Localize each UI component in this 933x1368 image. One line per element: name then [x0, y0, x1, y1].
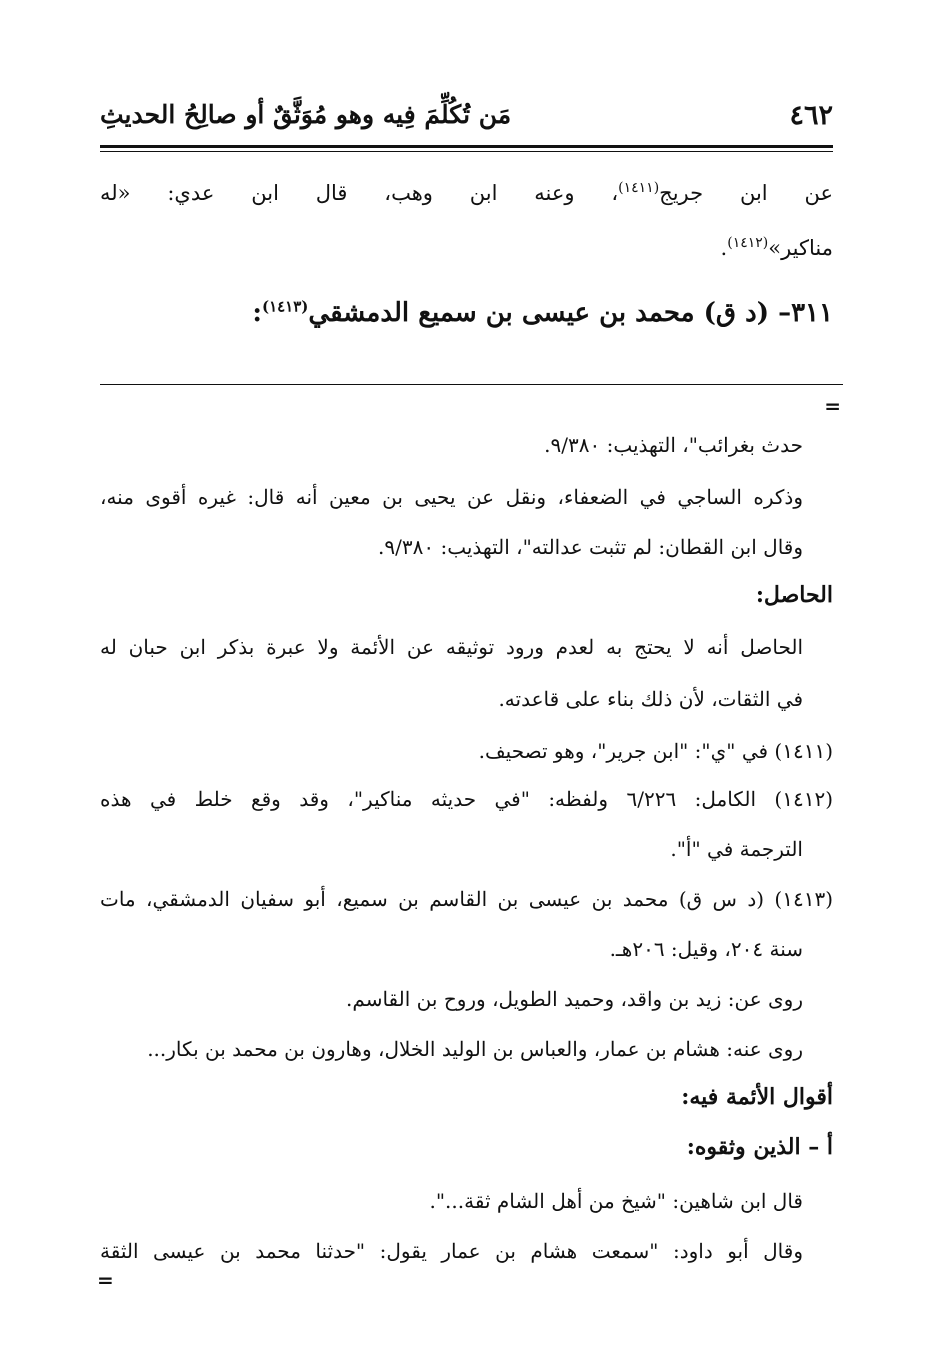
entry-title-text: ٣١١– (د ق) محمد بن عيسى بن سميع الدمشقي — [308, 298, 833, 328]
entry-title-end: : — [252, 298, 262, 328]
footnote-ref-1413[interactable]: (١٤١٣) — [261, 297, 309, 316]
text-segment: ، وعنه ابن وهب، قال ابن عدي: «له — [100, 181, 619, 205]
footnote-ref-1412[interactable]: (١٤١٢) — [727, 235, 769, 251]
footnote-continuation-line: حدث بغرائب"، التهذيب: ٩/٣٨٠. — [544, 433, 803, 457]
wathaqahu-heading: أ – الذين وثقوه: — [686, 1134, 833, 1160]
body-line-1 — [100, 175, 833, 211]
footnote-continuation-line: وقال ابن القطان: لم تثبت عدالته"، التهذيب: ٩/٣٨٠. — [378, 535, 803, 559]
header-rule-thin — [100, 151, 833, 152]
page-number: ٤٦٢ — [789, 100, 833, 131]
footnote-1413: (١٤١٣) (د س ق) محمد بن عيسى بن القاسم بن سميع، أبو سفيان الدمشقي، مات — [100, 887, 833, 911]
footnote-continuation-line: وذكره الساجي في الضعفاء، ونقل عن يحيى بن معين أنه قال: غيره أقوى منه، — [100, 485, 803, 509]
continuation-mark: = — [824, 394, 841, 418]
text-segment: عن ابن جريج — [659, 181, 833, 205]
text-segment: مناكير» — [768, 236, 833, 260]
ibn-shahin-line: قال ابن شاهين: "شيخ من أهل الشام ثقة...". — [429, 1189, 803, 1213]
text-segment: . — [720, 236, 728, 260]
footnote-1413-cont: سنة ٢٠٤، وقيل: ٢٠٦هـ. — [609, 937, 803, 961]
body-line-2 — [100, 230, 833, 266]
footnote-separator — [100, 384, 843, 385]
rawa-anhu-line: روى عنه: هشام بن عمار، والعباس بن الوليد الخلال، وهارون بن محمد بن بكار... — [147, 1037, 803, 1061]
running-header — [100, 96, 833, 136]
hasil-heading: الحاصل: — [755, 582, 833, 608]
hasil-line: الحاصل أنه لا يحتج به لعدم ورود توثيقه عن الأئمة ولا عبرة بذكر ابن حبان له — [100, 635, 803, 659]
footnote-1411: (١٤١١) في "ي": "ابن جرير"، وهو تصحيف. — [478, 739, 833, 763]
footnote-ref-1411[interactable]: (١٤١١) — [618, 180, 660, 196]
continuation-mark-bottom: = — [97, 1268, 114, 1292]
rawa-an-line: روى عن: زيد بن واقد، وحميد الطويل، وروح بن القاسم. — [346, 987, 803, 1011]
running-title: مَن تُكُلِّمَ فِيه وهو مُوَثَّقٌ أو صالِحُ الحديثِ — [100, 100, 512, 129]
header-rule — [100, 145, 833, 148]
abu-dawud-line: وقال أبو داود: "سمعت هشام بن عمار يقول: "حدثنا محمد بن عيسى الثقة — [100, 1239, 803, 1263]
entry-title — [252, 298, 833, 328]
footnote-1412: (١٤١٢) الكامل: ٦/٢٢٦ ولفظه: "في حديثه مناكير"، وقد وقع خلط في هذه — [100, 787, 834, 811]
hasil-line: في الثقات، لأن ذلك بناء على قاعدته. — [498, 687, 803, 711]
footnote-1412-cont: الترجمة في "أ". — [670, 837, 803, 861]
aqwal-heading: أقوال الأئمة فيه: — [681, 1084, 833, 1110]
